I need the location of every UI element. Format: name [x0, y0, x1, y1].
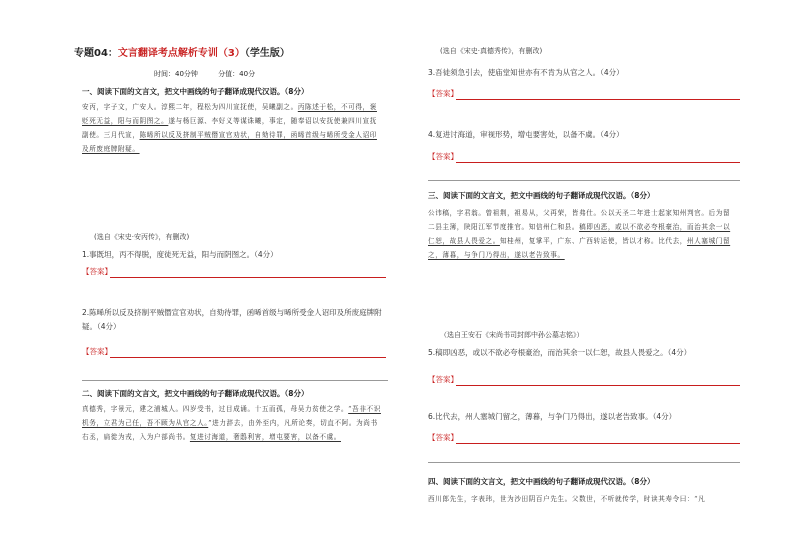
section-3-source: （选自王安石《宋尚书司封郎中孙公墓志铭》）	[440, 331, 584, 339]
score-total: 分值：40分	[218, 70, 256, 78]
answer-line-4[interactable]	[456, 162, 740, 163]
answer-line-3[interactable]	[456, 99, 740, 100]
title-main: 文言翻译考点解析专训（3）	[117, 48, 245, 59]
section-divider	[428, 180, 740, 181]
question-5: 5.稿即凶恶，或以不欲必夸根豪治，而治其余一以仁恕，故县人畏爱之。（4分）	[428, 348, 692, 357]
answer-label-3: 【答案】	[428, 89, 458, 98]
question-6: 6.比代去，州人塞城门留之，薄暮，与争门乃得出，遂以老告致事。（4分）	[428, 412, 677, 421]
section-4-title: 四、阅读下面的文言文，把文中画线的句子翻译成现代汉语。（8分）	[428, 477, 655, 486]
answer-line-2[interactable]	[110, 357, 386, 358]
section-2-passage	[82, 402, 382, 444]
passage-1-text-c: 三月代宣，	[103, 131, 140, 139]
passage-2-text-b: ”进力辞去，由外至内，凡所论奏，切直不阿。	[208, 419, 357, 427]
title-suffix: （学生版）	[244, 48, 290, 59]
answer-label-5: 【答案】	[428, 375, 458, 384]
answer-label-6: 【答案】	[428, 433, 458, 442]
section-divider	[82, 380, 388, 381]
time-limit: 时间：40分钟	[154, 70, 198, 78]
answer-line-5[interactable]	[456, 385, 740, 386]
passage-1-underlined-b: 陈晞所以反及挤制平贼僭宣官劝状，自劾待罪，函晞首级与晞所受金人诏印及所废庭牌附疑。	[82, 131, 377, 153]
answer-line-6[interactable]	[456, 443, 740, 444]
question-4: 4.复进讨海道，审视形势，增屯要害处，以备不虞。（4分）	[428, 130, 624, 139]
section-1-passage	[82, 100, 382, 156]
answer-label-4: 【答案】	[428, 152, 458, 161]
passage-2-underlined-c: 复进讨海道，奢鸱利害，增屯要害，以备不虞。	[189, 433, 341, 441]
title-prefix: 专题04：	[74, 48, 118, 59]
passage-2-underlined-a: “吾非不识机务，立君为己任，	[82, 405, 381, 427]
passage-2-underlined-b: 吾不顾为从官之人。	[146, 419, 209, 427]
section-2-title: 二、阅读下面的文言文，把文中画线的句子翻译成现代汉语。（8分）	[82, 389, 309, 398]
answer-line-1[interactable]	[110, 277, 386, 278]
exam-meta	[154, 69, 273, 79]
question-1: 1.事既坦，丙不得脱，度徒死无益，阳与而阴图之。（4分）	[82, 250, 278, 259]
question-2: 2.陈晞所以反及挤制平贼僭宣官劝状，自劾待罪，函晞首级与晞所受金人诏印及所废庭牌附疑。（4分）	[82, 308, 382, 331]
passage-3-text-c: 知桂州，复掌平，广东、广西转运使，皆以才称。比代去，	[499, 237, 687, 245]
passage-2-text-a: 真德秀，字景元，建之浦城人。四岁受书，过目成诵。十五而孤，母吴力贫使之学。	[82, 405, 349, 413]
passage-1-underlined-a: 丙陈述于松，不可得，褒贬死无益，阳与而阴图之。	[82, 103, 377, 125]
passage-1-text-a: 安丙，字子文，广安人。淳熙二年，程松为四川宣抚使，吴曦副之。	[82, 103, 298, 111]
passage-3-underlined-a: 稿即凶恶，或以不欲必夸根豪治，而治其余一以仁恕，故县人畏爱之。	[428, 223, 731, 245]
passage-1-text-b: 遂与杨巨源、李好义等谋诛曦，事定，随奉诏以安抚使兼四川宣抚副使。	[82, 117, 377, 139]
section-2-source: (选自《宋史·真德秀传》，有删改)	[440, 47, 543, 55]
page-title	[74, 44, 290, 59]
section-3-title: 三、阅读下面的文言文，把文中画线的句子翻译成现代汉语。（8分）	[428, 191, 655, 200]
answer-label-1: 【答案】	[82, 267, 112, 276]
passage-3-text-a: 公讳稿，字君翁。曾祖荆，祖易从，父再荣，皆弗仕。公以天圣二年进士起家知州判官。	[428, 209, 709, 217]
section-3-passage	[428, 206, 736, 262]
answer-label-2: 【答案】	[82, 347, 112, 356]
question-3: 3.吾徒须急引去，使庙堂知世亦有不肯为从官之人。（4分）	[428, 68, 624, 77]
passage-3-underlined-b: 州人塞城门留之，薄暮，与争门乃得出，遂以老告致事。	[428, 237, 731, 259]
section-4-passage	[428, 492, 736, 506]
passage-2-text-c: 为尚书右丞，扁徙为戎，入为户部尚书。	[82, 419, 378, 441]
section-1-title: 一、阅读下面的文言文，把文中画线的句子翻译成现代汉语。（8分）	[82, 87, 309, 96]
passage-4-text-a: 西川郎先生，字表玮，世为沙田阴百户先生。父数世，不听就传学，时读其寿令曰：“凡	[428, 495, 706, 503]
section-1-source: (选自《宋史·安丙传》，有删改)	[94, 233, 190, 241]
section-divider	[428, 462, 740, 463]
passage-3-text-b: 后为留二县主簿，陕阳江军节度推官。知信州仁和县。	[428, 209, 731, 231]
